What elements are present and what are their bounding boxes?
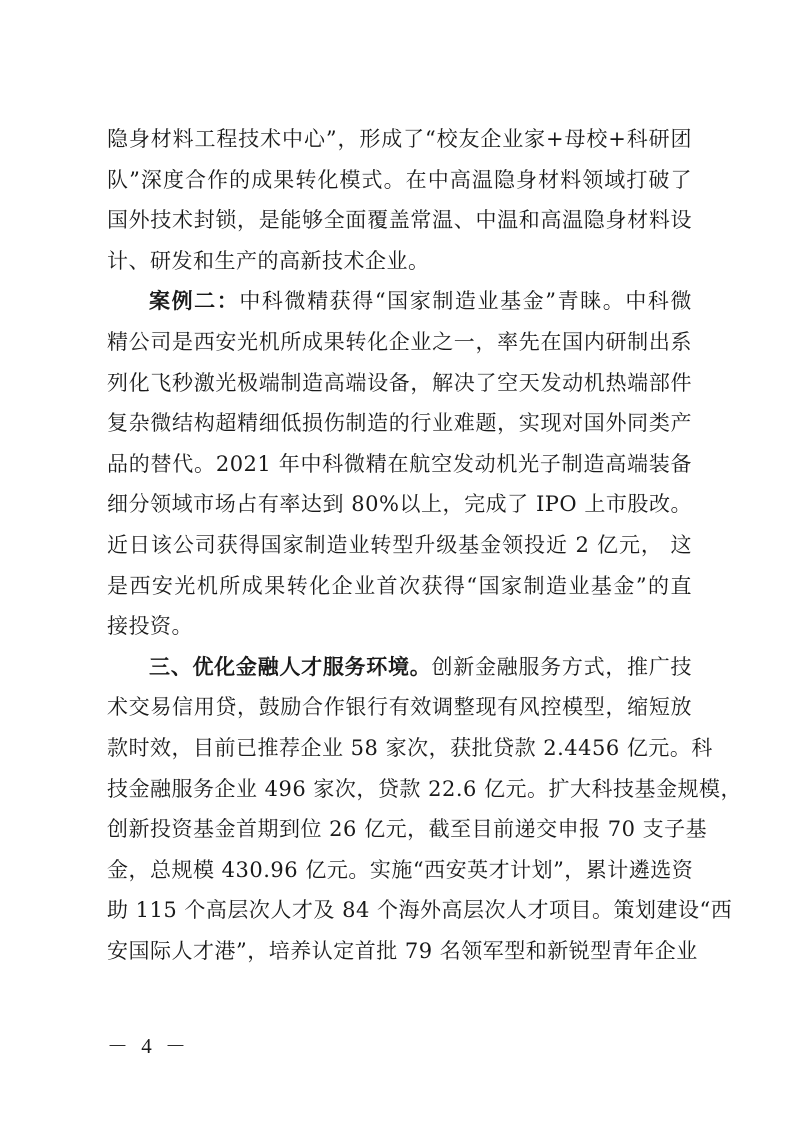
text-line: 安国际人才港”，培养认定首批 79 名领军型和新锐型青年企业 bbox=[107, 938, 698, 963]
text-span: 中科微精获得“国家制造业基金”青睐。中科微 bbox=[239, 289, 692, 314]
paragraph-1 bbox=[107, 119, 692, 281]
text-line: 国外技术封锁，是能够全面覆盖常温、中温和高温隐身材料设 bbox=[107, 208, 692, 233]
text-line: 金，总规模 430.96 亿元。实施“西安英才计划”，累计遴选资 bbox=[107, 857, 694, 882]
text-line: 品的替代。2021 年中科微精在航空发动机光子制造高端装备 bbox=[107, 451, 692, 476]
text-line: 精公司是西安光机所成果转化企业之一，率先在国内研制出系 bbox=[107, 329, 692, 354]
document-body bbox=[107, 119, 743, 971]
text-line: 列化飞秒激光极端制造高端设备，解决了空天发动机热端部件 bbox=[107, 370, 692, 395]
text-line: 款时效，目前已推荐企业 58 家次，获批贷款 2.4456 亿元。科 bbox=[107, 735, 713, 760]
case-heading: 案例二： bbox=[149, 289, 240, 314]
text-line: 创新投资基金首期到位 26 亿元，截至目前递交申报 70 支子基 bbox=[107, 817, 708, 842]
text-line: 队”深度合作的成果转化模式。在中高温隐身材料领域打破了 bbox=[107, 167, 692, 192]
paragraph-2-case-study bbox=[107, 281, 692, 646]
text-line: 细分领域市场占有率达到 80%以上，完成了 IPO 上市股改。 bbox=[107, 492, 692, 517]
text-line: 助 115 个高层次人才及 84 个海外高层次人才项目。策划建设“西 bbox=[107, 898, 733, 923]
text-span: 创新金融服务方式，推广技 bbox=[431, 654, 693, 679]
text-line: 技金融服务企业 496 家次，贷款 22.6 亿元。扩大科技基金规模， bbox=[107, 776, 743, 801]
text-line bbox=[107, 647, 692, 688]
section-heading: 三、优化金融人才服务环境。 bbox=[149, 654, 432, 679]
text-line bbox=[107, 281, 692, 322]
text-line: 复杂微结构超精细低损伤制造的行业难题，实现对国外同类产 bbox=[107, 411, 692, 436]
text-line: 接投资。 bbox=[107, 614, 193, 639]
text-line: 隐身材料工程技术中心”，形成了“校友企业家+母校+科研团 bbox=[107, 127, 692, 151]
text-line: 计、研发和生产的高新技术企业。 bbox=[107, 248, 430, 273]
text-line: 术交易信用贷，鼓励合作银行有效调整现有风控模型，缩短放 bbox=[107, 695, 692, 720]
paragraph-3-section bbox=[107, 647, 743, 972]
text-line: 是西安光机所成果转化企业首次获得“国家制造业基金”的直 bbox=[107, 573, 692, 598]
text-line: 近日该公司获得国家制造业转型升级基金领投近 2 亿元， 这 bbox=[107, 532, 692, 557]
page-number: － 4 － bbox=[107, 1034, 190, 1058]
